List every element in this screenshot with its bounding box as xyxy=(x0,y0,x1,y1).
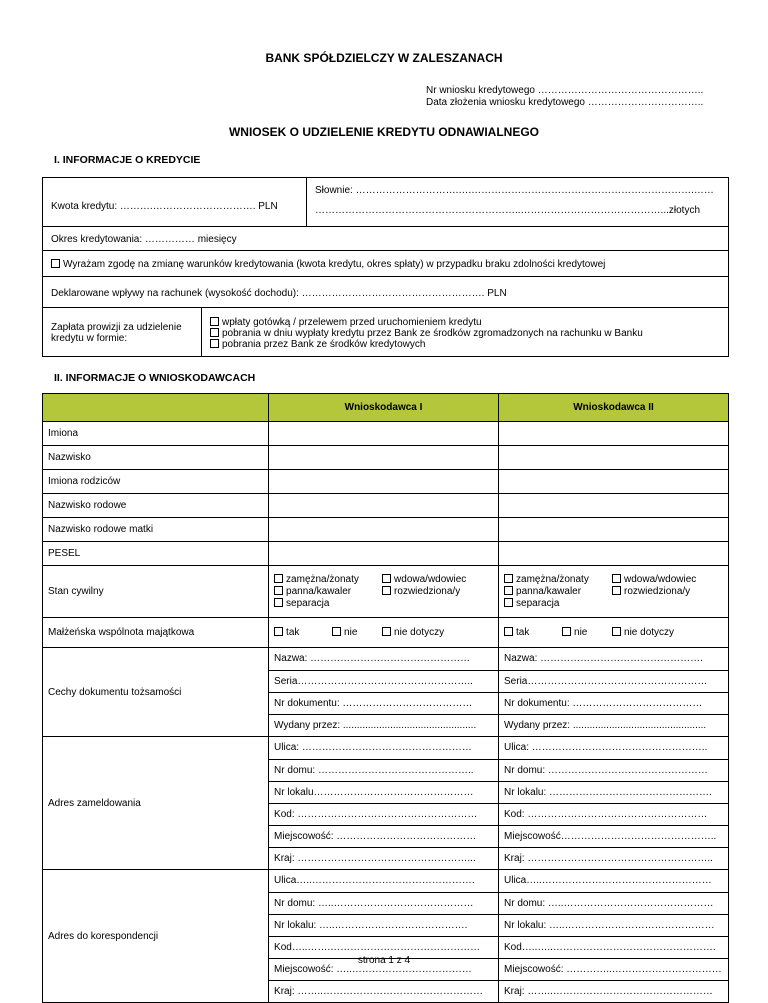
applicant1-correspondence-address-fields xyxy=(269,870,498,1002)
page-number: strona 1 z 4 xyxy=(357,955,411,966)
amount-in-words-line2[interactable]: ……………………………………………………..……………………………………...złotych xyxy=(315,205,701,216)
applicant1-doc-series-field[interactable]: Seria…………………………………………….. xyxy=(269,670,498,692)
row-label-registered-address: Adres zameldowania xyxy=(43,737,269,870)
amount-in-words-line1[interactable]: Słownie: ………………………….….………………………………………………………….…… xyxy=(315,185,714,196)
option-label: separacja xyxy=(286,598,330,609)
row-label-id-document: Cechy dokumentu tożsamości xyxy=(43,648,269,737)
applicant2-corr-house-field[interactable]: Nr domu: …..……………………………………… xyxy=(499,892,728,914)
applicant2-pesel-input[interactable] xyxy=(499,542,729,566)
applicant1-family-name-input[interactable] xyxy=(269,494,499,518)
row-label-first-names: Imiona xyxy=(43,422,269,446)
applicants-table xyxy=(42,393,729,1003)
applicant2-married-checkbox[interactable] xyxy=(504,574,513,583)
applicant1-doc-number-field[interactable]: Nr dokumentu: ………………………………… xyxy=(269,692,498,714)
applicant2-doc-number-field[interactable]: Nr dokumentu: ………………………………… xyxy=(499,692,728,714)
applicant2-mother-family-name-input[interactable] xyxy=(499,518,729,542)
applicant2-family-name-input[interactable] xyxy=(499,494,729,518)
applicant2-joint-no-checkbox[interactable] xyxy=(562,627,571,636)
applicant2-corr-postcode-field[interactable]: Kod…..…..…………………………………………. xyxy=(499,936,728,958)
commission-option-label: pobrania przez Bank ze środków kredytowych xyxy=(222,339,426,350)
option-label: separacja xyxy=(516,598,560,609)
commission-label: Zapłata prowizji za udzielenie kredytu w formie: xyxy=(51,322,182,344)
applicant1-divorced-checkbox[interactable] xyxy=(382,586,391,595)
applicant1-mother-family-name-input[interactable] xyxy=(269,518,499,542)
applicant2-header: Wnioskodawca II xyxy=(499,394,729,422)
option-label: rozwiedziona/y xyxy=(624,586,691,597)
applicant2-joint-property-options xyxy=(504,627,728,638)
section-credit-heading: I. INFORMACJE O KREDYCIE xyxy=(54,154,201,166)
option-label: wdowa/wdowiec xyxy=(624,574,697,585)
applicant2-reg-house-field[interactable]: Nr domu: ………………………………………… xyxy=(499,759,728,781)
applicant1-surname-input[interactable] xyxy=(269,446,499,470)
applicant2-reg-flat-field[interactable]: Nr lokalu: …………………………………………. xyxy=(499,781,728,803)
applicant1-joint-na-checkbox[interactable] xyxy=(382,627,391,636)
applicant2-widowed-checkbox[interactable] xyxy=(612,574,621,583)
applicant1-id-document-fields xyxy=(269,648,498,736)
commission-option-credit-checkbox[interactable] xyxy=(210,339,219,348)
applicant2-separated-checkbox[interactable] xyxy=(504,598,513,607)
applicant1-separated-checkbox[interactable] xyxy=(274,598,283,607)
applicant1-joint-property-options xyxy=(274,627,498,638)
row-label-pesel: PESEL xyxy=(43,542,269,566)
option-label: tak xyxy=(516,627,530,638)
commission-option-cash-checkbox[interactable] xyxy=(210,317,219,326)
applicant2-joint-na-checkbox[interactable] xyxy=(612,627,621,636)
applicant2-reg-country-field[interactable]: Kraj: ……………………………………………….. xyxy=(504,852,713,864)
applicant1-doc-issuer-field[interactable]: Wydany przez: ................................................ xyxy=(274,719,477,731)
option-label: zamężna/żonaty xyxy=(286,574,359,585)
option-label: rozwiedziona/y xyxy=(394,586,461,597)
applicant2-surname-input[interactable] xyxy=(499,446,729,470)
option-label: wdowa/wdowiec xyxy=(394,574,467,585)
applicant1-reg-street-field[interactable]: Ulica: …………………………………………… xyxy=(269,737,498,759)
applicant1-header: Wnioskodawca I xyxy=(269,394,499,422)
option-label: panna/kawaler xyxy=(286,586,352,597)
applicant2-correspondence-address-fields xyxy=(499,870,728,1002)
row-label-joint-property: Małżeńska wspólnota majątkowa xyxy=(43,618,269,648)
application-date-field[interactable]: Data złożenia wniosku kredytowego …………………………….. xyxy=(426,97,704,108)
applicant1-registered-address-fields xyxy=(269,737,498,869)
row-label-surname: Nazwisko xyxy=(43,446,269,470)
applicant1-corr-house-field[interactable]: Nr domu: …..…………………………………… xyxy=(269,892,498,914)
option-label: nie xyxy=(574,627,588,638)
applicant1-reg-country-field[interactable]: Kraj: ……………………………………………... xyxy=(274,852,476,864)
option-label: zamężna/żonaty xyxy=(516,574,589,585)
application-number-field[interactable]: Nr wniosku kredytowego ………………………………………….. xyxy=(426,85,704,96)
consent-box xyxy=(42,250,729,277)
applicant1-corr-flat-field[interactable]: Nr lokalu: …..…………………………………. xyxy=(269,914,498,936)
applicant2-doc-issuer-field[interactable]: Wydany przez: ................................................ xyxy=(504,719,707,731)
applicant1-single-checkbox[interactable] xyxy=(274,586,283,595)
applicant1-corr-street-field[interactable]: Ulica…..…………………………………………. xyxy=(269,870,498,892)
applicant1-married-checkbox[interactable] xyxy=(274,574,283,583)
applicant1-corr-postcode-field[interactable]: Kod…..…….……………………………………… xyxy=(269,936,498,958)
applicant1-reg-postcode-field[interactable]: Kod: ……………………………………………… xyxy=(269,803,498,825)
commission-box xyxy=(42,307,729,357)
applicant2-doc-name-field[interactable]: Nazwa: …………………………………………. xyxy=(499,648,728,670)
applicant2-reg-city-field[interactable]: Miejscowość……………………………………….. xyxy=(499,825,728,847)
applicant1-reg-house-field[interactable]: Nr domu: ……………………………………….. xyxy=(269,759,498,781)
declared-income-field[interactable]: Deklarowane wpływy na rachunek (wysokość dochodu): ………………………………………………. PLN xyxy=(51,288,507,299)
option-label: nie dotyczy xyxy=(624,627,675,638)
applicant2-registered-address-fields xyxy=(499,737,728,869)
applicant1-marital-status-options xyxy=(274,574,498,609)
applicant2-single-checkbox[interactable] xyxy=(504,586,513,595)
option-label: panna/kawaler xyxy=(516,586,582,597)
applicant1-corr-city-field[interactable]: Miejscowość: …..……………………………… xyxy=(269,958,498,980)
section-applicants-heading: II. INFORMACJE O WNIOSKODAWCACH xyxy=(54,372,256,384)
commission-option-label: pobrania w dniu wypłaty kredytu przez Bank ze środków zgromadzonych na rachunku w Banku xyxy=(222,328,643,339)
row-label-parents-names: Imiona rodziców xyxy=(43,470,269,494)
row-label-correspondence-address: Adres do korespondencji xyxy=(43,870,269,1003)
credit-amount-box xyxy=(42,177,729,227)
applicant2-reg-postcode-field[interactable]: Kod: ……………………………………………… xyxy=(499,803,728,825)
applicant2-joint-yes-checkbox[interactable] xyxy=(504,627,513,636)
document-title: WNIOSEK O UDZIELENIE KREDYTU ODNAWIALNEGO xyxy=(228,125,539,139)
credit-period-box xyxy=(42,226,729,251)
applicant2-reg-street-field[interactable]: Ulica: …………………………………………….. xyxy=(499,737,728,759)
applicant1-widowed-checkbox[interactable] xyxy=(382,574,391,583)
option-label: tak xyxy=(286,627,300,638)
applicant2-corr-street-field[interactable]: Ulica…..…………………………………………… xyxy=(499,870,728,892)
consent-checkbox[interactable] xyxy=(51,259,60,268)
credit-amount-field[interactable]: Kwota kredytu: ……….…………………………. PLN xyxy=(51,201,278,212)
applicant1-parents-names-input[interactable] xyxy=(269,470,499,494)
row-label-mother-family-name: Nazwisko rodowe matki xyxy=(43,518,269,542)
option-label: nie dotyczy xyxy=(394,627,445,638)
applicant1-joint-yes-checkbox[interactable] xyxy=(274,627,283,636)
credit-period-field[interactable]: Okres kredytowania: …………… miesięcy xyxy=(51,234,237,245)
applicant2-doc-series-field[interactable]: Seria……………………………………………… xyxy=(499,670,728,692)
applicant1-corr-country-field[interactable]: Kraj: ……..………………………………………… xyxy=(274,985,483,997)
option-label: nie xyxy=(344,627,358,638)
commission-option-label: wpłaty gotówką / przelewem przed uruchomieniem kredytu xyxy=(222,317,482,328)
row-label-family-name: Nazwisko rodowe xyxy=(43,494,269,518)
applicant2-divorced-checkbox[interactable] xyxy=(612,586,621,595)
applicant1-reg-city-field[interactable]: Miejscowość: …………………………………… xyxy=(269,825,498,847)
applicant2-corr-country-field[interactable]: Kraj: ……..………………………………………… xyxy=(504,985,713,997)
commission-option-account-checkbox[interactable] xyxy=(210,328,219,337)
income-box xyxy=(42,276,729,308)
applicant2-corr-city-field[interactable]: Miejscowość: …………..…………………………… xyxy=(499,958,728,980)
consent-label: Wyrażam zgodę na zmianę warunków kredytowania (kwota kredytu, okres spłaty) w przypadku braku zdolności kredytowej xyxy=(63,259,606,270)
bank-name: BANK SPÓŁDZIELCZY W ZALESZANACH xyxy=(265,51,503,65)
applicant2-first-names-input[interactable] xyxy=(499,422,729,446)
applicant2-corr-flat-field[interactable]: Nr lokalu: …..……………………………………… xyxy=(499,914,728,936)
table-header-empty xyxy=(43,394,269,422)
applicant2-marital-status-options xyxy=(504,574,728,609)
applicant2-parents-names-input[interactable] xyxy=(499,470,729,494)
applicant1-first-names-input[interactable] xyxy=(269,422,499,446)
applicant1-doc-name-field[interactable]: Nazwa: ………………………………………… xyxy=(269,648,498,670)
applicant1-reg-flat-field[interactable]: Nr lokalu………………………………………… xyxy=(269,781,498,803)
applicant2-id-document-fields xyxy=(499,648,728,736)
row-label-marital-status: Stan cywilny xyxy=(43,566,269,618)
applicant1-pesel-input[interactable] xyxy=(269,542,499,566)
applicant1-joint-no-checkbox[interactable] xyxy=(332,627,341,636)
